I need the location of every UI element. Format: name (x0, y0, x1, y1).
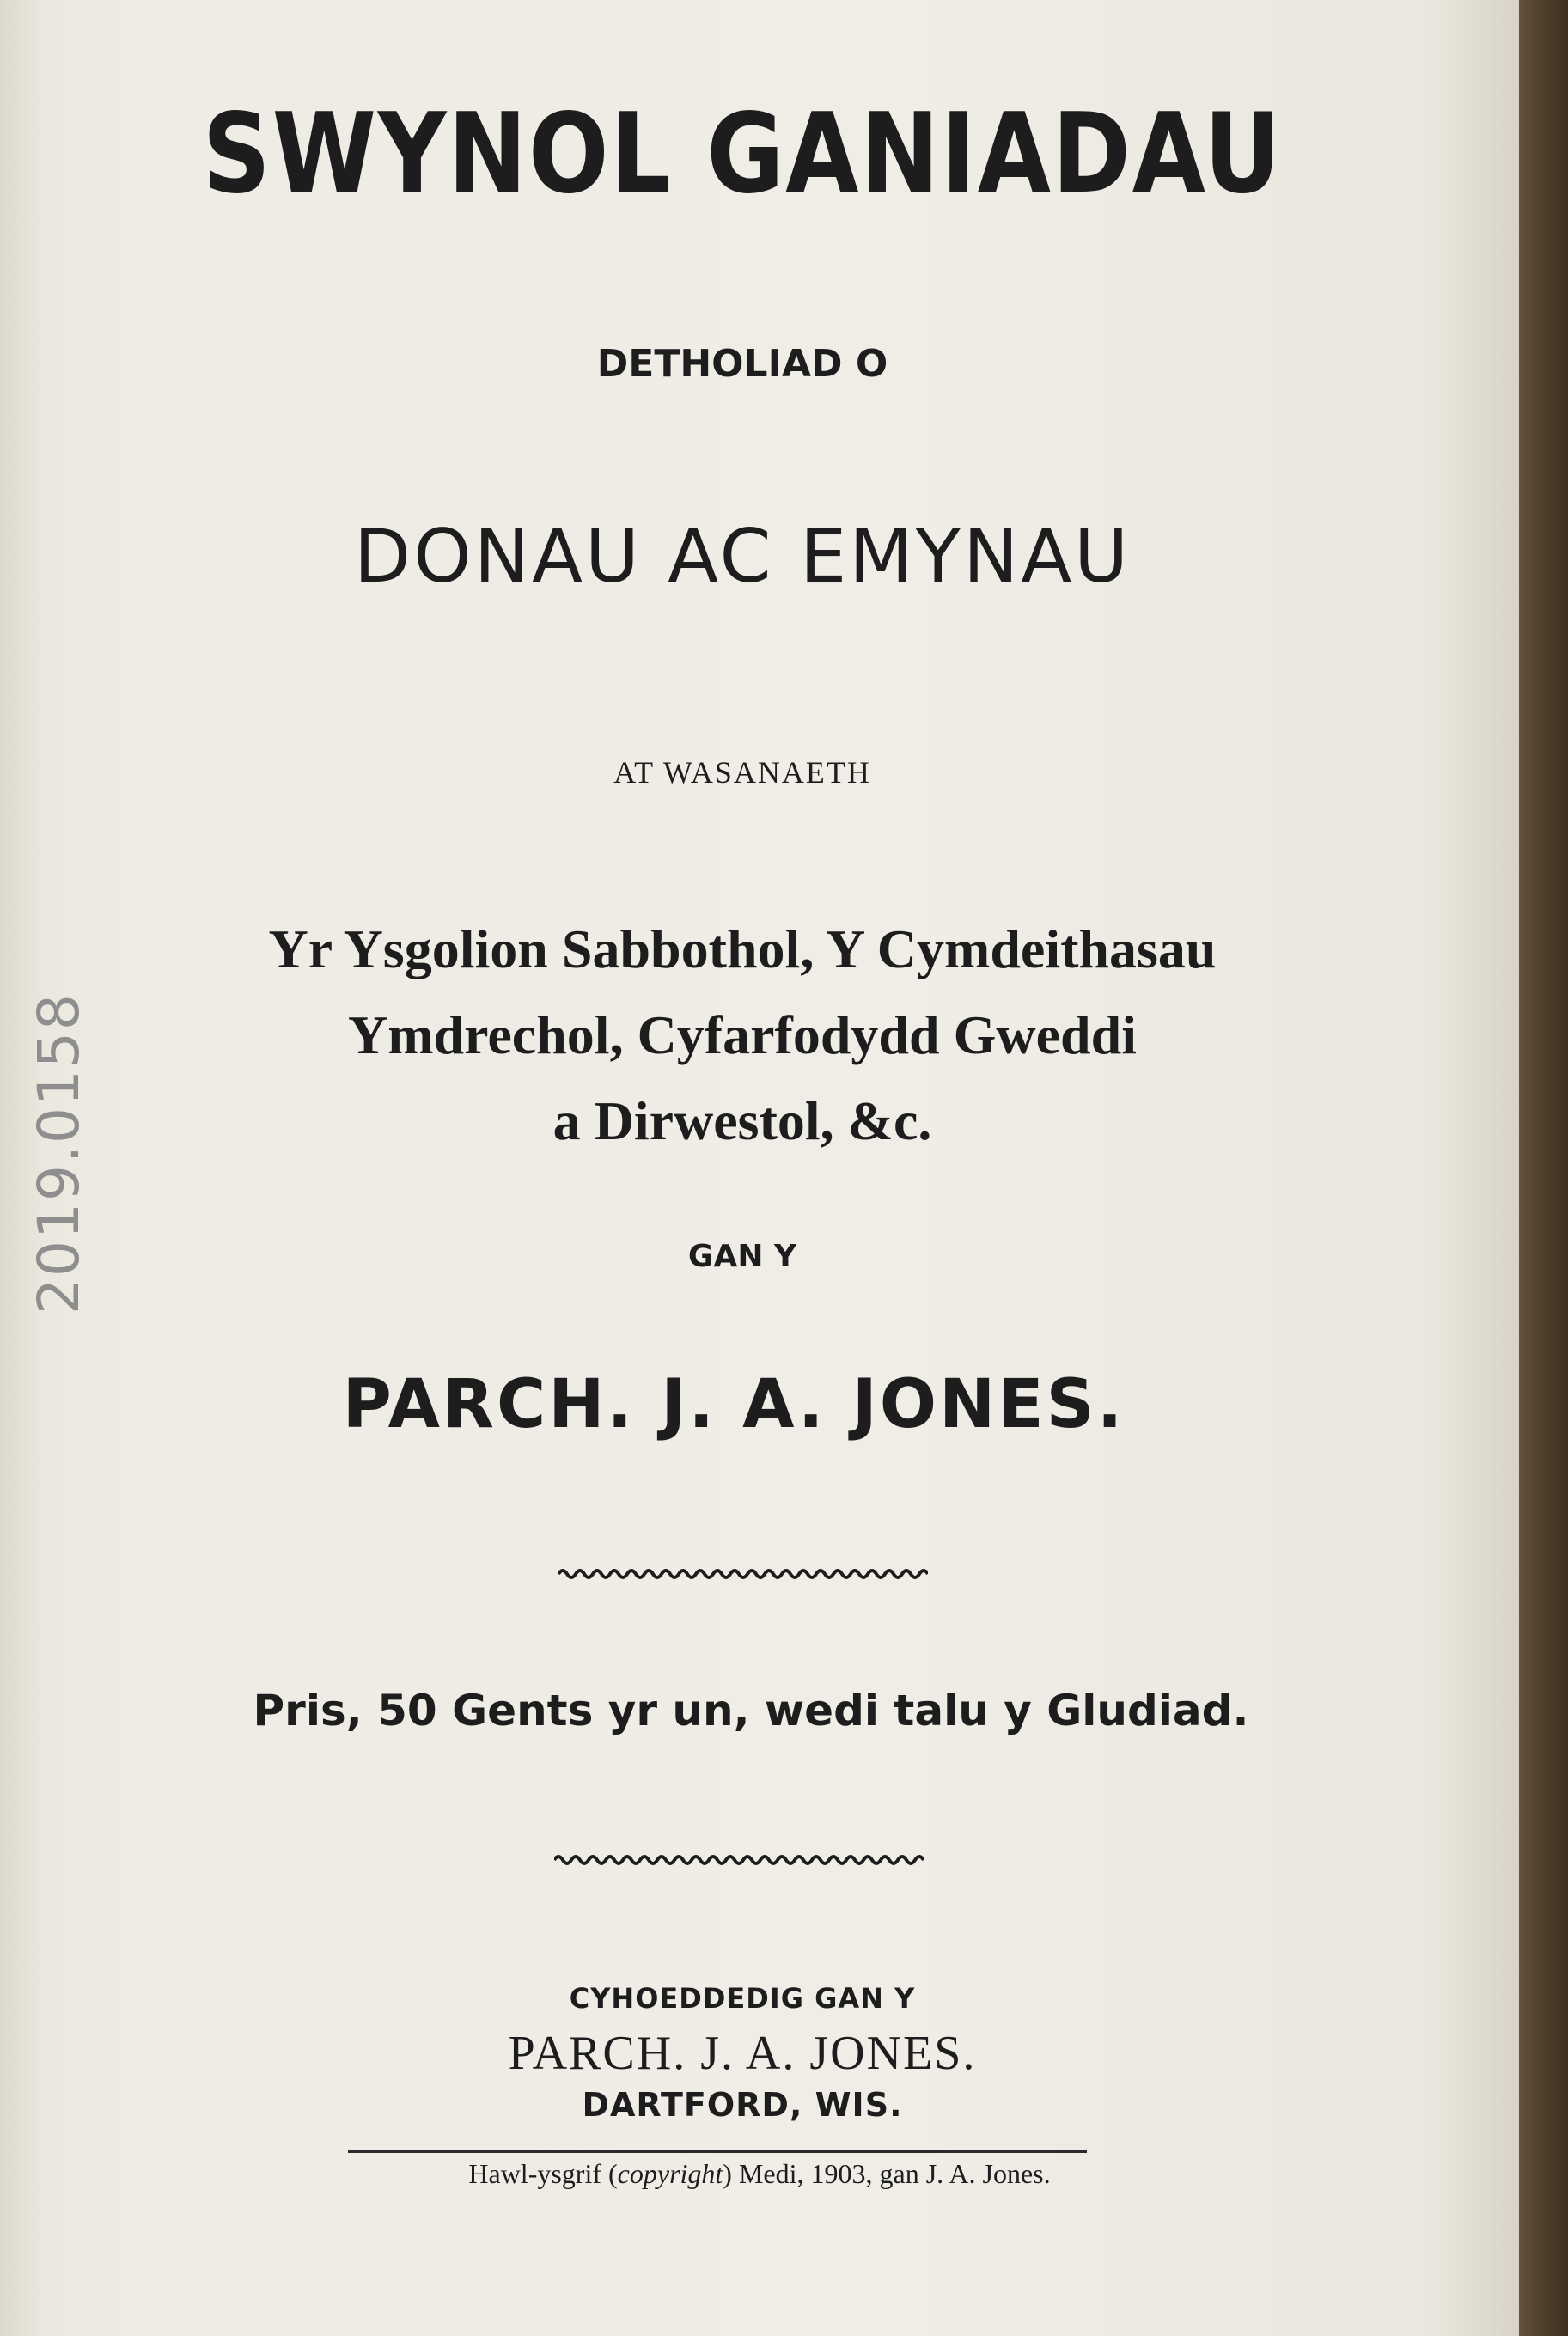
price-line: Pris, 50 Gents yr un, wedi talu y Gludiad. (253, 1686, 1249, 1735)
book-cover-edge (1512, 0, 1568, 2336)
copyright-italic: copyright (617, 2158, 723, 2189)
wavy-divider-top (558, 1565, 928, 1583)
copyright-prefix: Hawl-ysgrif ( (468, 2158, 618, 2189)
purpose-line-1: Yr Ysgolion Sabbothol, Y Cymdeithasau (268, 918, 1217, 979)
by-label: GAN Y (687, 1239, 797, 1274)
purpose-line-3: a Dirwestol, &c. (552, 1090, 932, 1151)
copyright-rule (348, 2150, 1087, 2153)
publisher-name: PARCH. J. A. JONES. (508, 2027, 977, 2080)
copyright-suffix: ) Medi, 1903, gan J. A. Jones. (723, 2158, 1051, 2189)
main-subtitle: DONAU AC EMYNAU (353, 514, 1132, 600)
at-service-label: AT WASANAETH (613, 755, 871, 790)
purpose-line-2: Ymdrechol, Cyfarfodydd Gweddi (348, 1004, 1137, 1065)
copyright-notice (0, 2158, 1519, 2190)
book-title: SWYNOL GANIADAU (202, 90, 1283, 218)
wavy-divider-bottom (554, 1851, 924, 1869)
publisher-label: CYHOEDDEDIG GAN Y (569, 1982, 916, 2015)
subheading: DETHOLIAD O (596, 342, 888, 386)
publisher-place: DARTFORD, WIS. (582, 2086, 903, 2124)
author-name: PARCH. J. A. JONES. (342, 1366, 1126, 1443)
handwritten-accession-number: 2019.0158 (26, 992, 92, 1314)
